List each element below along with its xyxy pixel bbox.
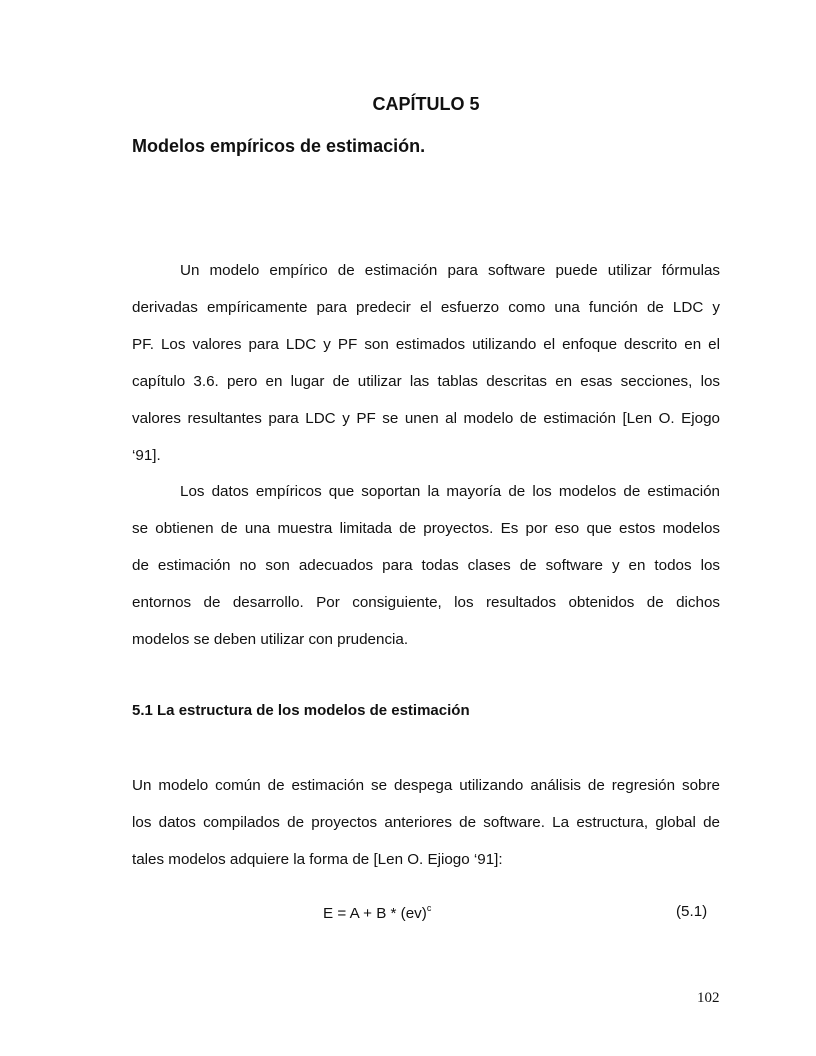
paragraph-line: entornos de desarrollo. Por consiguiente, los resultados obtenidos de dichos — [132, 594, 720, 611]
paragraph-1 — [132, 262, 720, 484]
equation-exponent: c — [426, 903, 432, 913]
paragraph-line: ‘91]. — [132, 447, 161, 464]
paragraph-2 — [132, 483, 720, 668]
equation-number: (5.1) — [676, 903, 708, 920]
paragraph-line: derivadas empíricamente para predecir el esfuerzo como una función de LDC y — [132, 299, 720, 316]
paragraph-line: capítulo 3.6. pero en lugar de utilizar las tablas descritas en esas secciones, los — [132, 373, 720, 390]
paragraph-line: Un modelo empírico de estimación para software puede utilizar fórmulas — [180, 262, 720, 279]
paragraph-line: Los datos empíricos que soportan la mayoría de los modelos de estimación — [180, 483, 720, 500]
equation — [323, 903, 431, 922]
chapter-title: Modelos empíricos de estimación. — [132, 136, 426, 156]
chapter-heading: CAPÍTULO 5 — [372, 94, 480, 114]
paragraph-line: los datos compilados de proyectos anteriores de software. La estructura, global de — [132, 814, 720, 831]
paragraph-line: de estimación no son adecuados para todas clases de software y en todos los — [132, 557, 720, 574]
paragraph-line: PF. Los valores para LDC y PF son estimados utilizando el enfoque descrito en el — [132, 336, 720, 353]
paragraph-line: modelos se deben utilizar con prudencia. — [132, 631, 409, 648]
paragraph-line: valores resultantes para LDC y PF se unen al modelo de estimación [Len O. Ejogo — [132, 410, 720, 427]
paragraph-3 — [132, 777, 720, 888]
section-heading: 5.1 La estructura de los modelos de estimación — [132, 702, 470, 719]
page-number: 102 — [697, 990, 720, 1006]
equation-main: E = A + B * (ev) — [323, 905, 427, 922]
paragraph-line: Un modelo común de estimación se despega utilizando análisis de regresión sobre — [132, 777, 720, 794]
paragraph-line: tales modelos adquiere la forma de [Len O. Ejiogo ‘91]: — [132, 851, 503, 868]
paragraph-line: se obtienen de una muestra limitada de proyectos. Es por eso que estos modelos — [132, 520, 720, 537]
